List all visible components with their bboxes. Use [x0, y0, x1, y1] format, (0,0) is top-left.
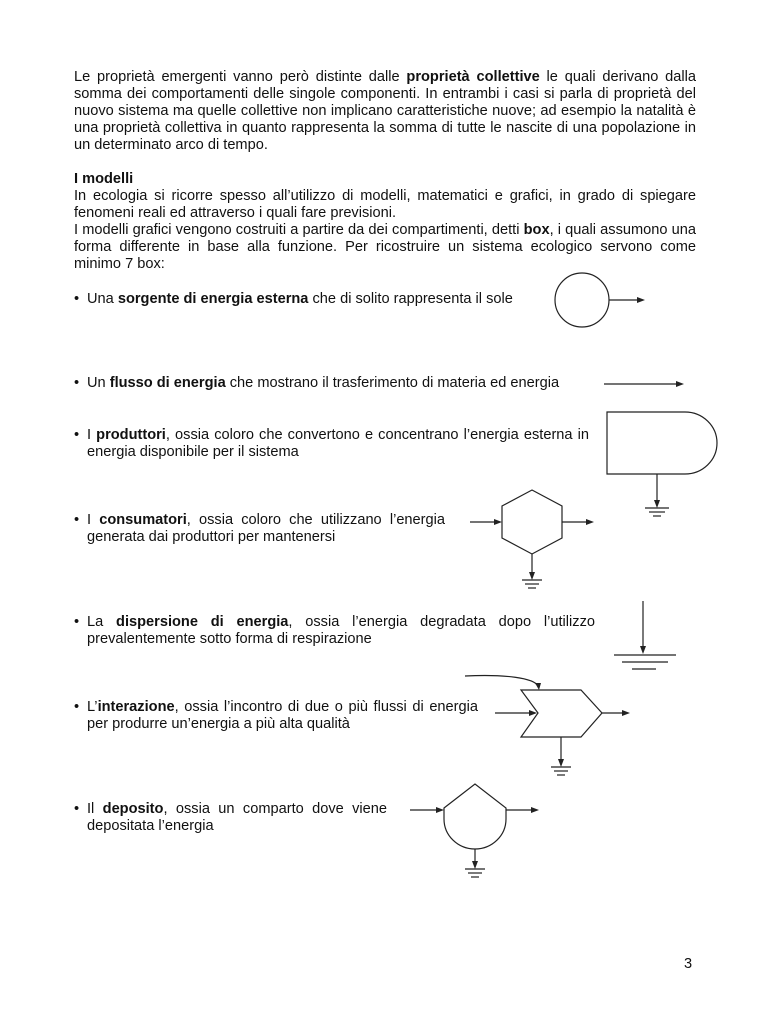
item-text: L’ — [87, 699, 98, 715]
item-term: deposito — [102, 801, 164, 817]
item-term: sorgente di energia esterna — [117, 291, 309, 307]
models-text-a: I modelli grafici vengono costruiti a partire da dei compartimenti, detti — [74, 222, 524, 238]
bullet: • — [74, 614, 80, 630]
item-text: I — [87, 512, 100, 528]
item-text: che mostrano il trasferimento di materia ed energia — [225, 375, 560, 391]
item-term: produttori — [96, 427, 166, 443]
intro-text-2: le quali derivano dalla somma dei comportamenti delle singole componenti. In entrambi i casi si parla di proprietà del nuovo sistema ma quelle collettive non implicano caratteristiche nuove; ad esempio la natalità è una proprietà collettiva in quanto rappresenta la somma di tutte le nascite di una popolazione in un determinato arco di tempo. — [74, 69, 696, 153]
item-text: Una — [87, 291, 118, 307]
bullet: • — [74, 512, 80, 528]
item-term: consumatori — [99, 512, 187, 528]
item-text: Un — [87, 375, 110, 391]
item-term: dispersione di energia — [116, 614, 289, 630]
intro-bold-term: proprietà collettive — [406, 69, 540, 85]
models-bold-box: box — [523, 222, 550, 238]
item-term: flusso di energia — [109, 375, 226, 391]
item-text: Il — [87, 801, 103, 817]
item-term: interazione — [97, 699, 175, 715]
page-number: 3 — [684, 956, 693, 972]
item-text: , ossia l’incontro di due o più flussi di energia per produrre un’energia a più alta qualità — [87, 699, 478, 732]
item-text: che di solito rappresenta il sole — [308, 291, 513, 307]
models-text-c: , i quali assumono una forma differente in base alla funzione. Per ricostruire un sistema ecologico servono come minimo 7 box: — [74, 222, 696, 272]
item-text: , ossia un comparto dove viene depositata l’energia — [87, 801, 387, 834]
bullet: • — [74, 427, 80, 443]
bullet: • — [74, 375, 80, 391]
bullet: • — [74, 699, 80, 715]
item-text: I — [87, 427, 97, 443]
item-text: , ossia l’energia degradata dopo l’utilizzo prevalentemente sotto forma di respirazione — [87, 614, 595, 647]
intro-text-1: Le proprietà emergenti vanno però distinte dalle — [74, 69, 407, 85]
item-text: , ossia coloro che convertono e concentrano l’energia esterna in energia disponibile per il sistema — [87, 427, 589, 460]
bullet: • — [74, 801, 80, 817]
models-paragraph-1: In ecologia si ricorre spesso all’utilizzo di modelli, matematici e grafici, in grado di spiegare fenomeni reali ed attraverso i quali fare previsioni. — [74, 188, 696, 221]
item-text: , ossia coloro che utilizzano l’energia generata dai produttori per mantenersi — [87, 512, 446, 545]
bullet: • — [74, 291, 80, 307]
item-text: La — [87, 614, 117, 630]
section-heading: I modelli — [74, 171, 134, 187]
